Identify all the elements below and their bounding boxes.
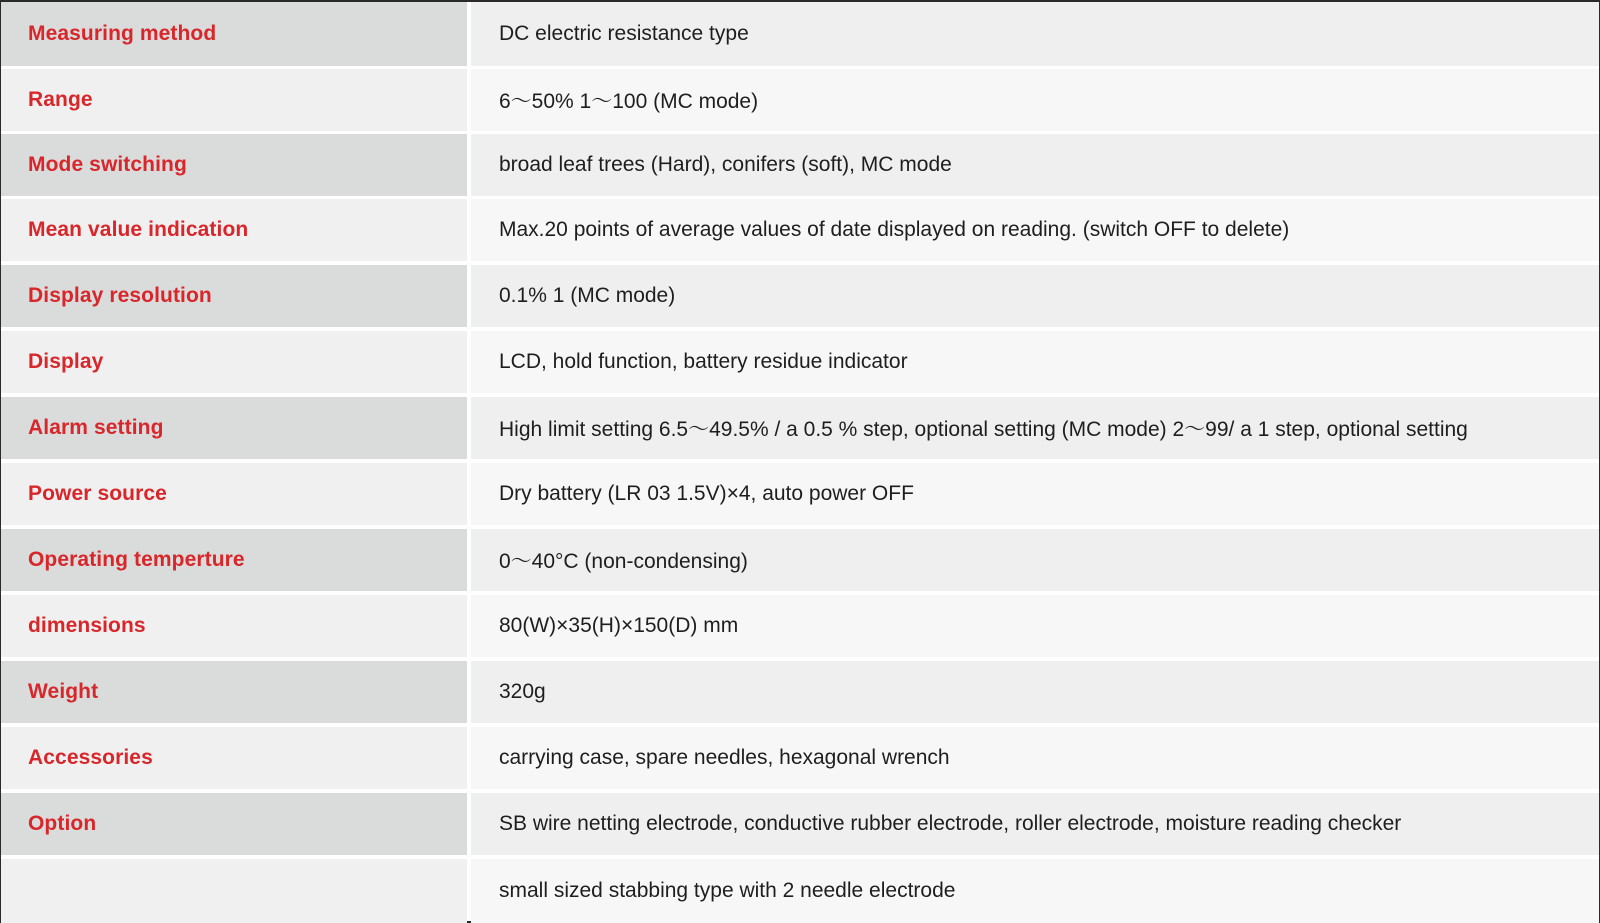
spec-row-measuring-method <box>1 2 1599 66</box>
spec-label: Alarm setting <box>1 397 467 459</box>
spec-row-option-continued <box>1 859 1599 923</box>
spec-label: Measuring method <box>1 2 467 66</box>
spec-row-alarm-setting <box>1 397 1599 459</box>
spec-row-display <box>1 331 1599 393</box>
spec-label: dimensions <box>1 595 467 657</box>
spec-row-range <box>1 69 1599 131</box>
spec-row-option <box>1 793 1599 855</box>
spec-row-dimensions <box>1 595 1599 657</box>
spec-row-weight <box>1 661 1599 723</box>
spec-value: broad leaf trees (Hard), conifers (soft), MC mode <box>471 134 1599 196</box>
spec-label: Display <box>1 331 467 393</box>
spec-value: High limit setting 6.5〜49.5% / a 0.5 % step, optional setting (MC mode) 2〜99/ a 1 step, optional setting <box>471 397 1599 459</box>
spec-row-mode-switching <box>1 134 1599 196</box>
spec-row-accessories <box>1 727 1599 789</box>
spec-value: 6〜50% 1〜100 (MC mode) <box>471 69 1599 131</box>
spec-label: Mode switching <box>1 134 467 196</box>
spec-value: 0〜40°C (non-condensing) <box>471 529 1599 591</box>
spec-label: Power source <box>1 463 467 525</box>
spec-value: LCD, hold function, battery residue indicator <box>471 331 1599 393</box>
spec-value: 80(W)×35(H)×150(D) mm <box>471 595 1599 657</box>
spec-row-power-source <box>1 463 1599 525</box>
spec-value: Max.20 points of average values of date displayed on reading. (switch OFF to delete) <box>471 199 1599 261</box>
spec-label: Accessories <box>1 727 467 789</box>
spec-row-mean-value-indication <box>1 199 1599 261</box>
spec-label: Display resolution <box>1 265 467 327</box>
spec-label: Weight <box>1 661 467 723</box>
spec-label: Operating temperture <box>1 529 467 591</box>
spec-value: carrying case, spare needles, hexagonal wrench <box>471 727 1599 789</box>
spec-value: SB wire netting electrode, conductive rubber electrode, roller electrode, moisture reading checker <box>471 793 1599 855</box>
spec-value: small sized stabbing type with 2 needle electrode <box>471 859 1599 923</box>
spec-row-display-resolution <box>1 265 1599 327</box>
spec-value: DC electric resistance type <box>471 2 1599 66</box>
spec-value: 0.1% 1 (MC mode) <box>471 265 1599 327</box>
spec-label: Mean value indication <box>1 199 467 261</box>
spec-value: Dry battery (LR 03 1.5V)×4, auto power OFF <box>471 463 1599 525</box>
spec-value: 320g <box>471 661 1599 723</box>
spec-label <box>1 859 467 923</box>
spec-row-operating-temperature <box>1 529 1599 591</box>
spec-label: Range <box>1 69 467 131</box>
spec-label: Option <box>1 793 467 855</box>
